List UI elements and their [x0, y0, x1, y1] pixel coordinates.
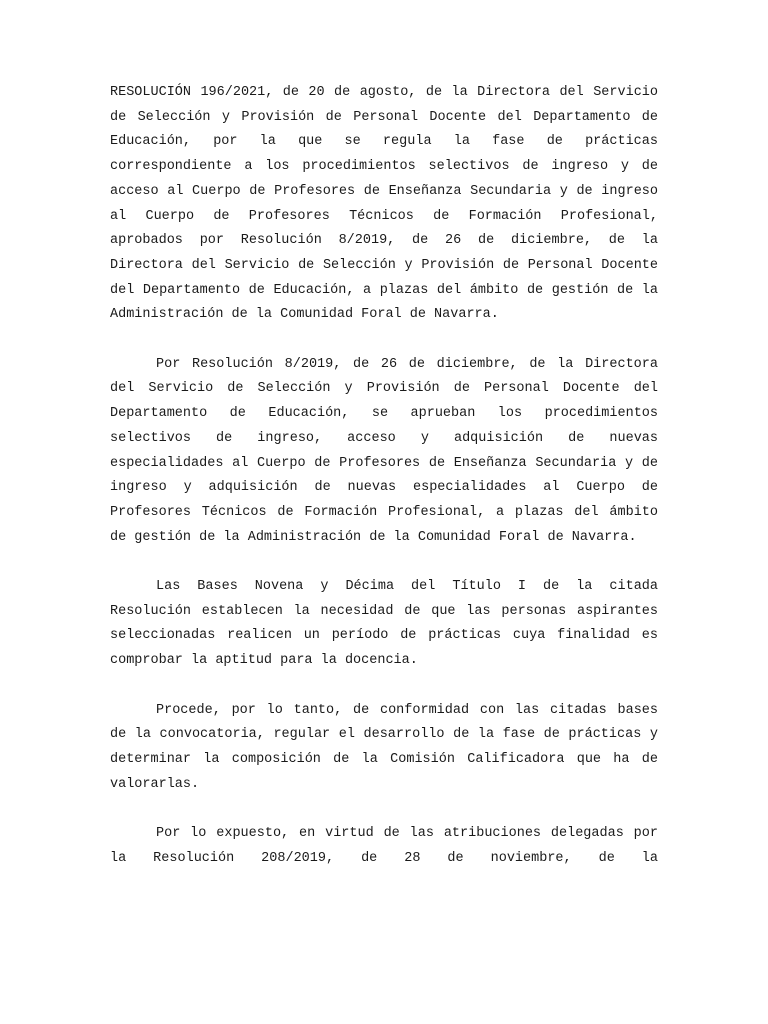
resolution-heading: RESOLUCIÓN 196/2021, de 20 de agosto, de la Directora del Servicio de Selección y Provisión de Personal Docente del Departamento de Educación, por la que se regula la fase de prácticas correspondiente a los procedimientos selectivos de ingreso y de acceso al Cuerpo de Profesores de Enseñanza Secundaria y de ingreso al Cuerpo de Profesores Técnicos de Formación Profesional, aprobados por Resolución 8/2019, de 26 de diciembre, de la Directora del Servicio de Selección y Provisión de Personal Docente del Departamento de Educación, a plazas del ámbito de gestión de la Administración de la Comunidad Foral de Navarra. [110, 85, 658, 323]
paragraph-4: Por lo expuesto, en virtud de las atribuciones delegadas por la Resolución 208/2019, de 28 de noviembre, de la [110, 826, 658, 866]
paragraph-2: Las Bases Novena y Décima del Título I de la citada Resolución establecen la necesidad de que las personas aspirantes seleccionadas realicen un período de prácticas cuya finalidad es comprobar la aptitud para la docencia. [110, 579, 658, 669]
document-page [110, 81, 658, 896]
paragraph-1: Por Resolución 8/2019, de 26 de diciembre, de la Directora del Servicio de Selección y Provisión de Personal Docente del Departamento de Educación, se aprueban los procedimientos selectivos de ingreso, acceso y adquisición de nuevas especialidades al Cuerpo de Profesores de Enseñanza Secundaria y de ingreso y adquisición de nuevas especialidades al Cuerpo de Profesores Técnicos de Formación Profesional, a plazas del ámbito de gestión de la Administración de la Comunidad Foral de Navarra. [110, 356, 658, 545]
paragraph-3: Procede, por lo tanto, de conformidad con las citadas bases de la convocatoria, regular el desarrollo de la fase de prácticas y determinar la composición de la Comisión Calificadora que ha de valorarlas. [110, 702, 658, 792]
